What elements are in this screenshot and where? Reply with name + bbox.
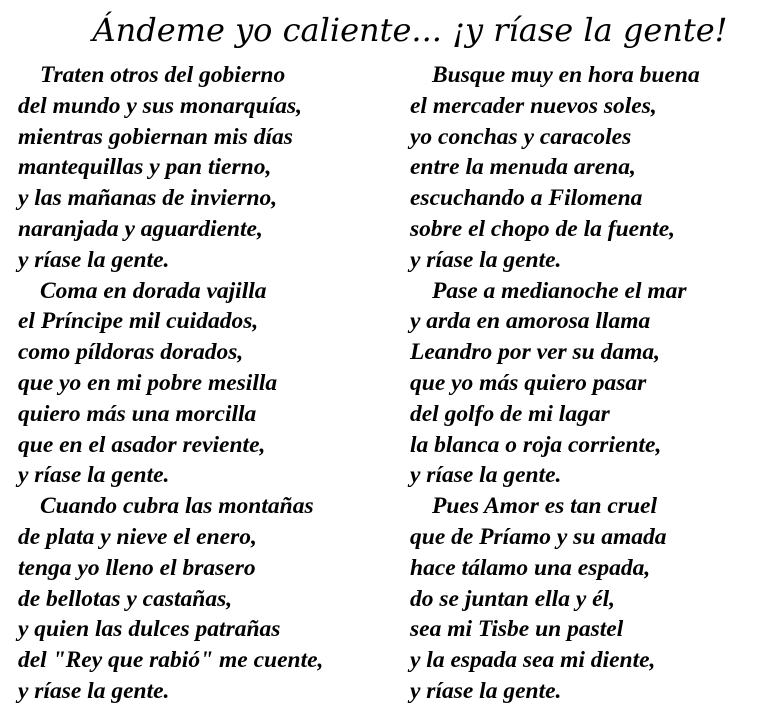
refrain-line: y ríase la gente. <box>410 246 562 273</box>
verse-line: que yo en mi pobre mesilla <box>18 369 278 396</box>
verse-line: Traten otros del gobierno <box>40 62 286 88</box>
verse-line: el mercader nuevos soles, <box>410 92 657 119</box>
verse-line: yo conchas y caracoles <box>410 123 632 150</box>
verse-line: el Príncipe mil cuidados, <box>18 308 259 335</box>
refrain-line: y ríase la gente. <box>18 462 170 489</box>
verse-line: sobre el chopo de la fuente, <box>410 215 675 242</box>
verse-line: Cuando cubra las montañas <box>40 493 314 520</box>
verse-line: tenga yo lleno el brasero <box>18 554 256 581</box>
verse-line: la blanca o roja corriente, <box>410 431 662 458</box>
stanza <box>410 60 764 276</box>
verse-line: y las mañanas de invierno, <box>18 185 278 212</box>
verse-line: que de Príamo y su amada <box>410 523 667 550</box>
stanza <box>18 491 390 707</box>
verse-line: hace tálamo una espada, <box>410 554 651 581</box>
verse-line: quiero más una morcilla <box>18 400 257 427</box>
verse-line: mantequillas y pan tierno, <box>18 154 272 181</box>
verse-line: escuchando a Filomena <box>410 185 643 212</box>
verse-line: del golfo de mi lagar <box>410 400 610 427</box>
verse-line: y arda en amorosa llama <box>410 308 651 335</box>
refrain-line: y ríase la gente. <box>410 677 562 704</box>
verse-line: que en el asador reviente, <box>18 431 266 458</box>
verse-line: Leandro por ver su dama, <box>410 339 661 366</box>
right-column <box>410 60 764 707</box>
verse-line: del "Rey que rabió" me cuente, <box>18 647 324 674</box>
verse-line: Coma en dorada vajilla <box>40 277 267 304</box>
verse-line: do se juntan ella y él, <box>410 585 615 612</box>
stanza <box>18 60 390 276</box>
verse-line: y quien las dulces patrañas <box>18 616 281 643</box>
stanza <box>18 276 390 492</box>
refrain-line: y ríase la gente. <box>18 246 170 273</box>
verse-line: Busque muy en hora buena <box>432 62 700 88</box>
left-column <box>18 60 390 707</box>
verse-line: de bellotas y castañas, <box>18 585 233 612</box>
verse-line: mientras gobiernan mis días <box>18 123 293 150</box>
verse-line: del mundo y sus monarquías, <box>18 92 303 119</box>
refrain-line: y ríase la gente. <box>18 677 170 704</box>
stanza <box>410 276 764 492</box>
refrain-line: y ríase la gente. <box>410 462 562 489</box>
verse-line: entre la menuda arena, <box>410 154 636 181</box>
verse-line: naranjada y aguardiente, <box>18 215 263 242</box>
verse-line: como píldoras dorados, <box>18 339 244 366</box>
verse-line: sea mi Tisbe un pastel <box>410 616 624 643</box>
verse-line: de plata y nieve el enero, <box>18 523 257 550</box>
verse-line: que yo más quiero pasar <box>410 369 647 396</box>
stanza <box>410 491 764 707</box>
verse-line: Pase a medianoche el mar <box>432 277 687 304</box>
verse-line: y la espada sea mi diente, <box>410 647 656 674</box>
poem-title: Ándeme yo caliente... ¡y ríase la gente! <box>92 11 728 49</box>
verse-line: Pues Amor es tan cruel <box>432 493 658 520</box>
